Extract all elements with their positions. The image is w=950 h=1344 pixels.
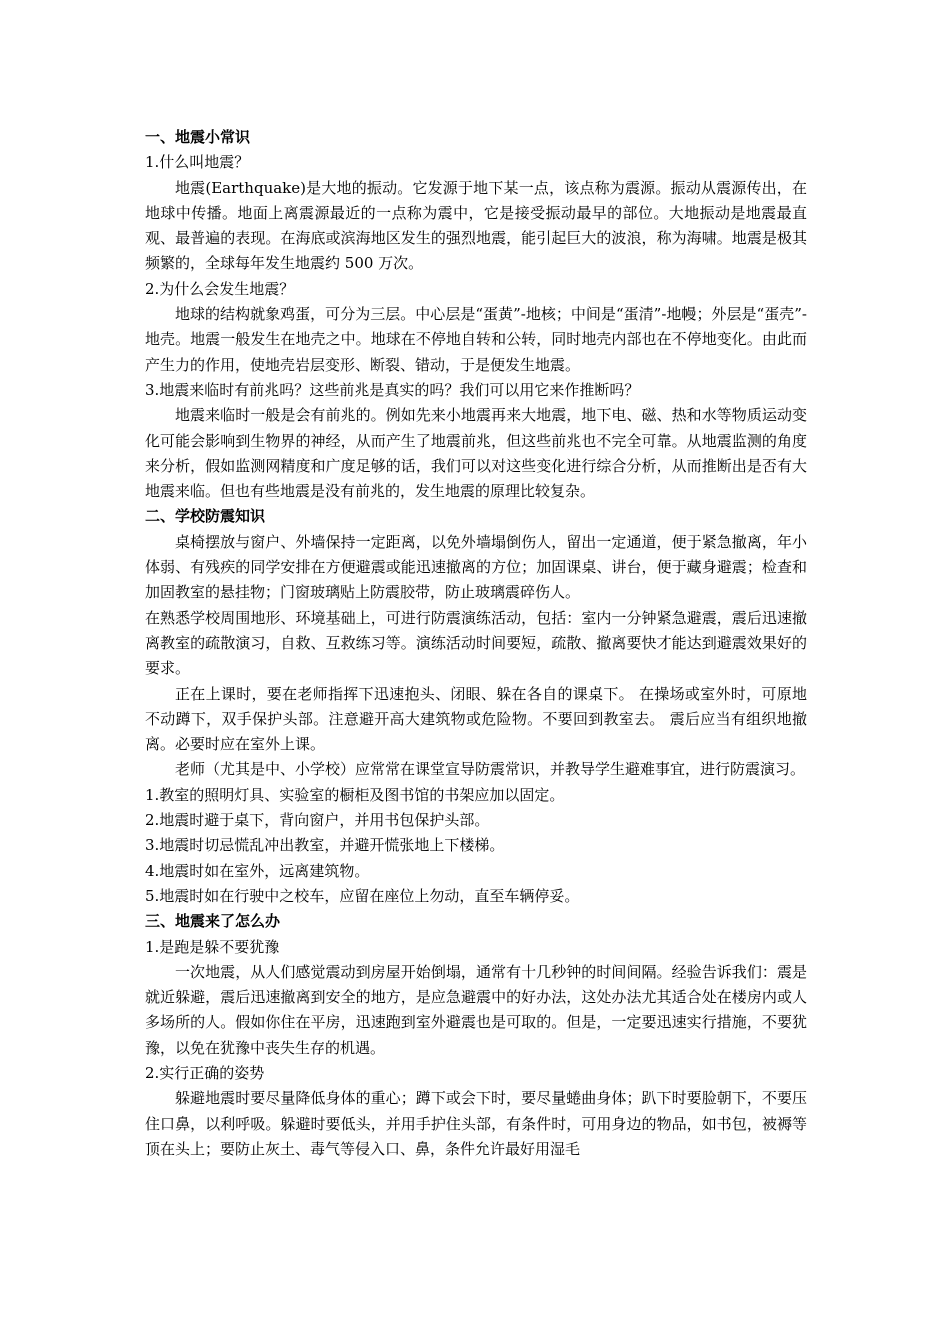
paragraph-during-class: 正在上课时，要在老师指挥下迅速抱头、闭眼、躲在各自的课桌下。 在操场或室外时，可原地不动蹲下，双手保护头部。注意避开高大建筑物或危险物。不要回到教室去。 震后应当有组织地撤离。必要时应在室外上课。 (145, 684, 807, 754)
list-item: 5.地震时如在行驶中之校车，应留在座位上勿动，直至车辆停妥。 (145, 886, 580, 905)
question-precursors: 3.地震来临时有前兆吗？这些前兆是真实的吗？我们可以用它来作推断吗？ (145, 380, 640, 399)
list-item: 4.地震时如在室外，远离建筑物。 (145, 861, 370, 880)
list-item: 1.教室的照明灯具、实验室的橱柜及图书馆的书架应加以固定。 (145, 785, 565, 804)
section-heading-school-safety: 二、学校防震知识 (145, 507, 266, 526)
paragraph-run-or-hide: 一次地震，从人们感觉震动到房屋开始倒塌，通常有十几秒钟的时间间隔。经验告诉我们：震是就近躲避，震后迅速撤离到安全的地方，是应急避震中的好办法，这处办法尤其适合处在楼房内或人多场所的人。假如你住在平房，迅速跑到室外避震也是可取的。但是，一定要迅速实行措施，不要犹豫，以免在犹豫中丧失生存的机遇。 (145, 962, 807, 1057)
paragraph-classroom-arrangement: 桌椅摆放与窗户、外墙保持一定距离，以免外墙塌倒伤人，留出一定通道，便于紧急撤离，年小体弱、有残疾的同学安排在方便避震或能迅速撤离的方位；加固课桌、讲台，便于藏身避震；检查和加固教室的悬挂物；门窗玻璃贴上防震胶带，防止玻璃震碎伤人。 (145, 532, 807, 602)
document-page (145, 125, 807, 1162)
subheading-run-or-hide: 1.是跑是躲不要犹豫 (145, 937, 280, 956)
paragraph-earthquake-definition: 地震(Earthquake)是大地的振动。它发源于地下某一点，该点称为震源。振动从震源传出，在地球中传播。地面上离震源最近的一点称为震中，它是接受振动最早的部位。大地振动是地震最直观、最普遍的表现。在海底或滨海地区发生的强烈地震，能引起巨大的波浪，称为海啸。地震是极其频繁的，全球每年发生地震约 500 万次。 (145, 178, 807, 273)
paragraph-precursors: 地震来临时一般是会有前兆的。例如先来小地震再来大地震，地下电、磁、热和水等物质运动变化可能会影响到生物界的神经，从而产生了地震前兆，但这些前兆也不完全可靠。从地震监测的角度来分析，假如监测网精度和广度足够的话，我们可以对这些变化进行综合分析，从而推断出是否有大地震来临。但也有些地震是没有前兆的，发生地震的原理比较复杂。 (145, 406, 807, 501)
paragraph-teachers: 老师（尤其是中、小学校）应常常在课堂宣导防震常识，并教导学生避难事宜，进行防震演习。 (175, 760, 806, 779)
paragraph-earth-structure: 地球的结构就象鸡蛋，可分为三层。中心层是“蛋黄”-地核；中间是“蛋清”-地幔；外层是“蛋壳”-地壳。地震一般发生在地壳之中。地球在不停地自转和公转，同时地壳内部也在不停地变化。由此而产生力的作用，使地壳岩层变形、断裂、错动，于是便发生地震。 (145, 305, 807, 374)
question-why-earthquakes: 2.为什么会发生地震？ (145, 279, 295, 298)
list-item: 3.地震时切忌慌乱冲出教室，并避开慌张地上下楼梯。 (145, 836, 505, 855)
question-what-is-earthquake: 1.什么叫地震？ (145, 153, 250, 172)
section-heading-earthquake-basics: 一、地震小常识 (145, 128, 251, 146)
paragraph-correct-posture: 躲避地震时要尽量降低身体的重心；蹲下或会下时，要尽量蜷曲身体；趴下时要脸朝下，不要压住口鼻，以利呼吸。躲避时要低头，并用手护住头部，有条件时，可用身边的物品，如书包，被褥等顶在头上；要防止灰土、毒气等侵入口、鼻，条件允许最好用湿毛 (145, 1089, 807, 1158)
subheading-correct-posture: 2.实行正确的姿势 (145, 1063, 265, 1082)
paragraph-drills: 在熟悉学校周围地形、环境基础上，可进行防震演练活动，包括：室内一分钟紧急避震，震后迅速撤离教室的疏散演习，自救、互救练习等。演练活动时间要短，疏散、撤离要快才能达到避震效果好的要求。 (145, 608, 807, 678)
section-heading-what-to-do: 三、地震来了怎么办 (145, 912, 281, 931)
list-item: 2.地震时避于桌下，背向窗户，并用书包保护头部。 (145, 811, 490, 830)
